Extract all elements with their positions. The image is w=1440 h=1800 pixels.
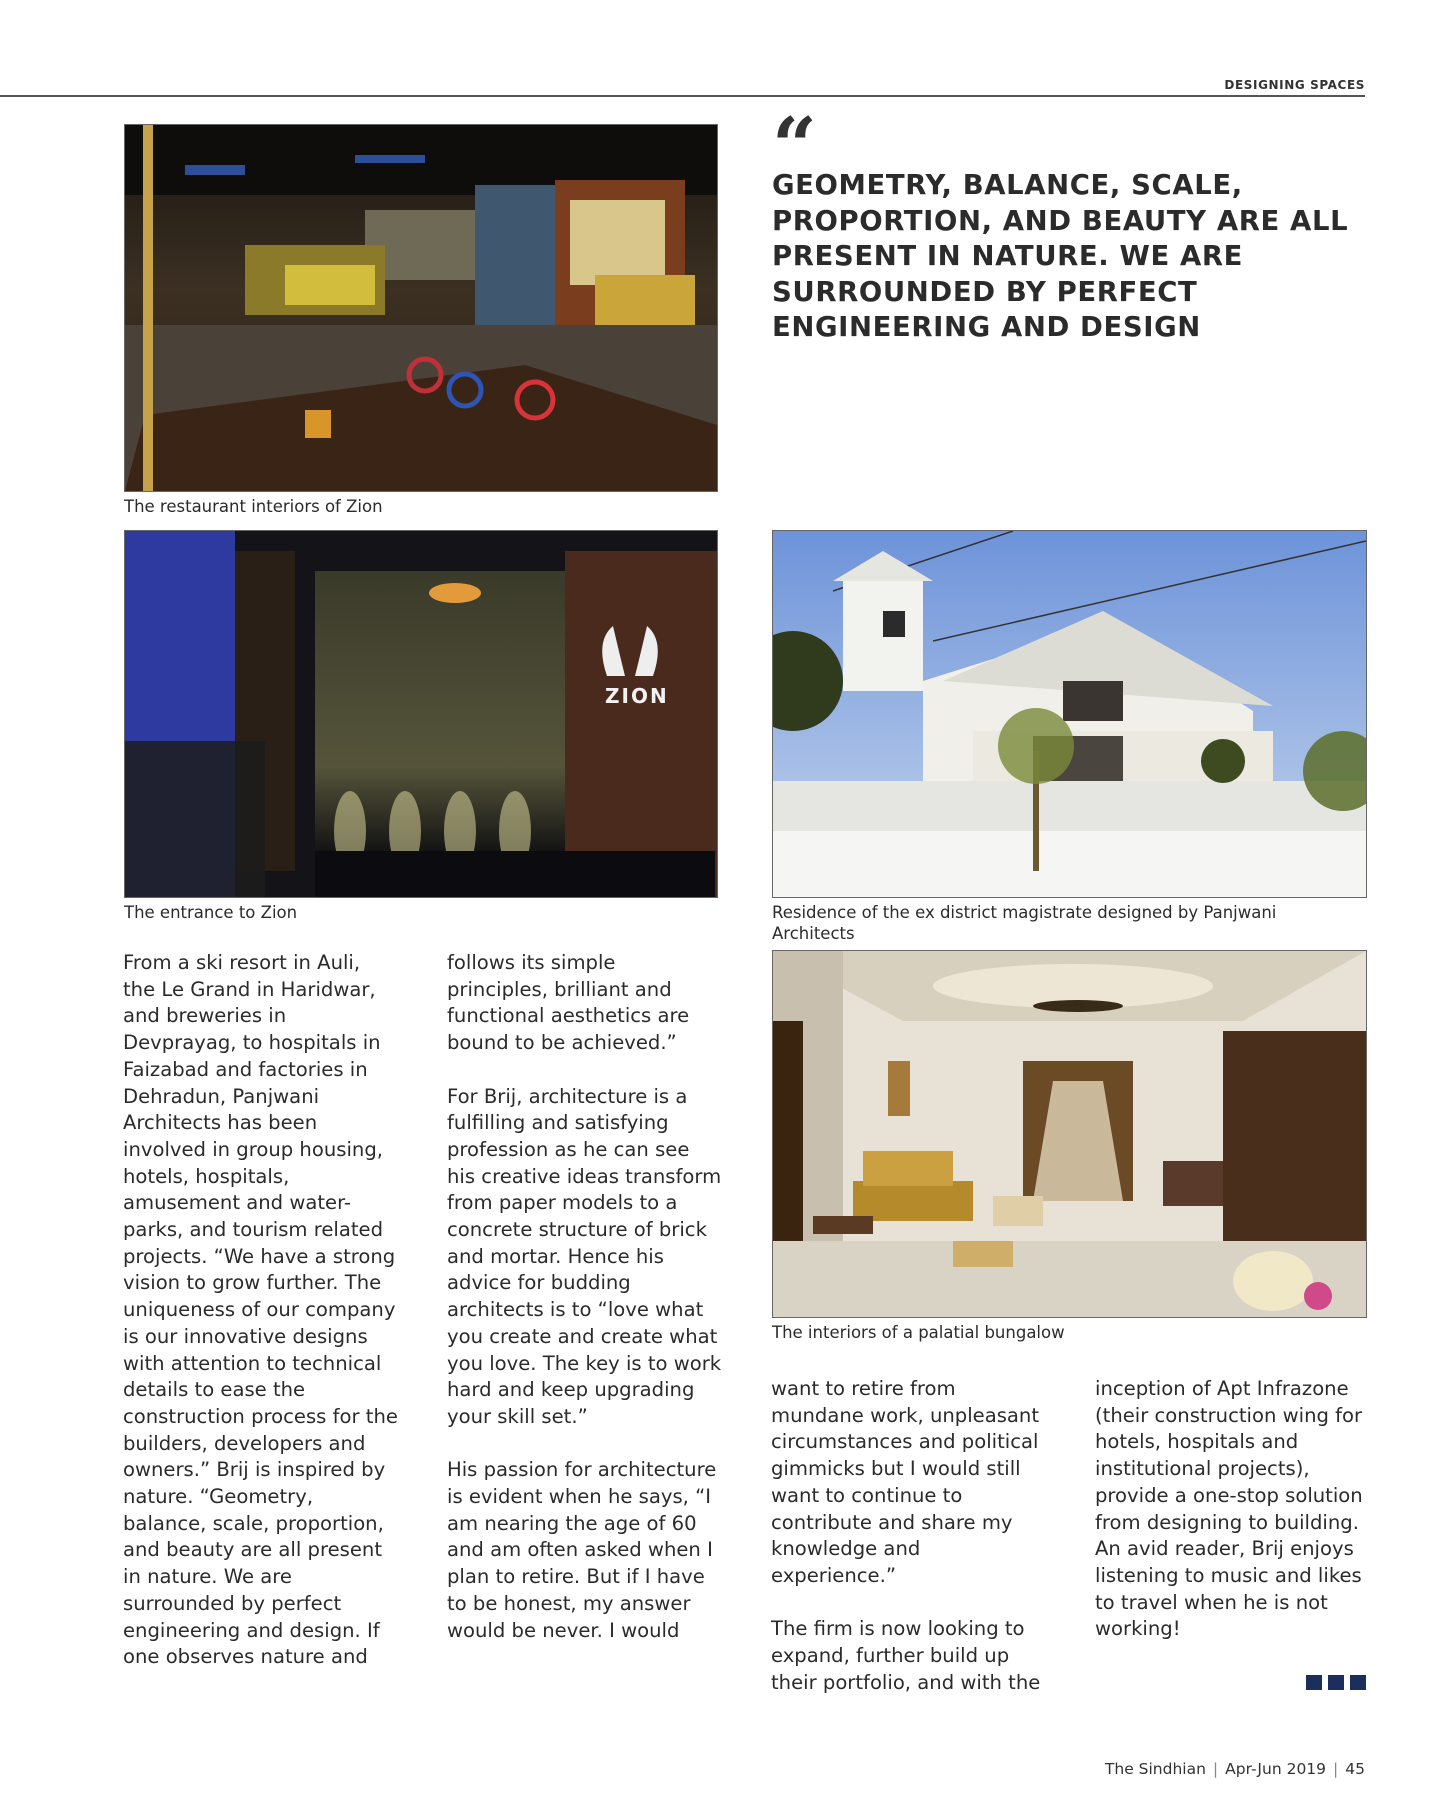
entrance-caption: The entrance to Zion [124,903,298,922]
residence-image [773,531,1366,897]
paragraph: follows its simple principles, brilliant and functional aesthetics are bound to be achieved.” [447,951,690,1055]
zion-sign: ZION [605,684,669,708]
paragraph: inception of Apt Infrazone (their construction wing for hotels, hospitals and institutional projects), provide a one-stop solution from designing to building. An avid reader, Brij enjoys listening to music and likes to travel when he is not working! [1095,1377,1363,1641]
restaurant-image [125,125,717,491]
bungalow-caption: The interiors of a palatial bungalow [772,1323,1065,1342]
paragraph: His passion for architecture is evident when he says, “I am nearing the age of 60 and am often asked when I plan to retire. But if I have to be honest, my answer would be never. I would [447,1458,717,1642]
end-of-article-icon [1300,1675,1366,1694]
magazine-name: The Sindhian [1104,1760,1206,1778]
paragraph: For Brij, architecture is a fulfilling and satisfying profession as he can see his creative ideas transform from paper models to a concrete structure of brick and mortar. Hence his advice for budding architects is to “love what you create and create what you love. The key is to work hard and keep upgrading your skill set.” [447,1084,722,1428]
entrance-image [125,531,717,897]
restaurant-caption: The restaurant interiors of Zion [124,497,383,516]
residence-caption: Residence of the ex district magistrate designed by Panjwani Architects [772,903,1277,943]
paragraph: From a ski resort in Auli, the Le Grand in Haridwar, and breweries in Devprayag, to hospitals in Faizabad and factories in Dehradun, Panjwani Architects has been involved in group housing, hotels, hospitals, amusement and water-parks, and tourism related projects. “We have a strong vision to grow further. The uniqueness of our company is our innovative designs with attention to technical details to ease the construction process for the builders, developers and owners.” Brij is inspired by nature. “Geometry, balance, scale, proportion, and beauty are all present in nature. We are surrounded by perfect engineering and design. If one observes nature and [123,951,398,1669]
issue-date: Apr-Jun 2019 [1225,1760,1327,1778]
page-number: 45 [1345,1760,1365,1778]
quote-mark-icon: “ [772,101,817,192]
article-column-1 [123,950,398,1671]
article-column-3 [771,1376,1046,1696]
paragraph: The firm is now looking to expand, further build up their portfolio, and with the [771,1617,1041,1694]
footer-separator: | [1333,1760,1339,1778]
article-column-2 [447,950,722,1644]
paragraph: want to retire from mundane work, unpleasant circumstances and political gimmicks but I would still want to continue to contribute and share my knowledge and experience.” [771,1377,1040,1587]
header-rule [0,95,1365,97]
section-label: DESIGNING SPACES [1224,78,1365,92]
pull-quote: GEOMETRY, BALANCE, SCALE, PROPORTION, AND BEAUTY ARE ALL PRESENT IN NATURE. WE ARE SURROUNDED BY PERFECT ENGINEERING AND DESIGN [772,169,1349,343]
page-footer [1000,1760,1365,1778]
article-column-4 [1095,1376,1370,1643]
residence-photo [772,530,1367,898]
restaurant-photo [124,124,718,492]
bungalow-photo [772,950,1367,1318]
footer-separator: | [1212,1760,1219,1778]
entrance-photo [124,530,718,898]
bungalow-image [773,951,1366,1317]
